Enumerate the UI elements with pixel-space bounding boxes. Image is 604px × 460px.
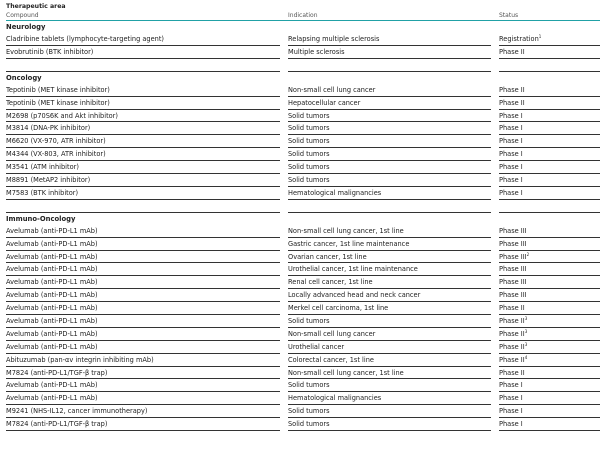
status-cell	[499, 110, 600, 123]
compound-cell: Avelumab (anti-PD-L1 mAb)	[6, 225, 280, 238]
indication-cell: Urothelial cancer, 1st line maintenance	[288, 263, 491, 276]
status-text: Phase I	[499, 176, 523, 185]
status-cell	[499, 238, 600, 251]
status-text: Registration	[499, 35, 539, 43]
table-row	[6, 315, 600, 328]
footnote-marker: 2	[526, 251, 530, 257]
indication-cell: Locally advanced head and neck cancer	[288, 289, 491, 302]
divider-cell	[288, 200, 491, 213]
status-cell	[499, 405, 600, 418]
table-row	[6, 225, 600, 238]
compound-cell: Avelumab (anti-PD-L1 mAb)	[6, 315, 280, 328]
status-text: Phase III	[499, 226, 527, 235]
status-text: Phase III	[499, 252, 527, 261]
status-cell	[499, 135, 600, 148]
section-divider	[6, 59, 600, 72]
status-cell	[499, 148, 600, 161]
status-text: Phase I	[499, 111, 523, 120]
indication-cell: Ovarian cancer, 1st line	[288, 251, 491, 264]
indication-cell: Hepatocellular cancer	[288, 97, 491, 110]
status-text: Phase II	[499, 304, 525, 313]
table-header	[6, 11, 600, 21]
indication-cell: Solid tumors	[288, 174, 491, 187]
indication-cell: Solid tumors	[288, 418, 491, 431]
compound-cell: M8891 (MetAP2 inhibitor)	[6, 174, 280, 187]
status-text: Phase I	[499, 137, 523, 146]
compound-cell: Avelumab (anti-PD-L1 mAb)	[6, 238, 280, 251]
table-row	[6, 33, 600, 46]
indication-cell: Renal cell cancer, 1st line	[288, 276, 491, 289]
status-text: Phase I	[499, 188, 523, 197]
table-row	[6, 341, 600, 354]
divider-cell	[6, 200, 280, 213]
table-row	[6, 302, 600, 315]
indication-cell: Colorectal cancer, 1st line	[288, 354, 491, 367]
indication-cell: Non-small cell lung cancer	[288, 84, 491, 97]
table-row	[6, 97, 600, 110]
table-row	[6, 251, 600, 264]
compound-cell: M2698 (p70S6K and Akt inhibitor)	[6, 110, 280, 123]
table-row	[6, 122, 600, 135]
table-row	[6, 46, 600, 59]
table-row	[6, 135, 600, 148]
indication-cell: Solid tumors	[288, 405, 491, 418]
divider-cell	[499, 200, 600, 213]
divider-cell	[6, 59, 280, 72]
compound-cell: Avelumab (anti-PD-L1 mAb)	[6, 289, 280, 302]
indication-cell: Merkel cell carcinoma, 1st line	[288, 302, 491, 315]
table-row	[6, 148, 600, 161]
status-cell	[499, 161, 600, 174]
footnote-marker: 4	[524, 354, 528, 360]
status-text: Phase I	[499, 163, 523, 172]
compound-cell: M3541 (ATM inhibitor)	[6, 161, 280, 174]
status-cell	[499, 418, 600, 431]
status-text: Phase I	[499, 150, 523, 159]
status-cell	[499, 97, 600, 110]
compound-cell: Avelumab (anti-PD-L1 mAb)	[6, 328, 280, 341]
compound-cell: Avelumab (anti-PD-L1 mAb)	[6, 392, 280, 405]
compound-header: Compound	[6, 12, 39, 19]
compound-cell: M6620 (VX-970, ATR inhibitor)	[6, 135, 280, 148]
status-cell	[499, 251, 600, 264]
status-cell	[499, 276, 600, 289]
status-cell	[499, 328, 600, 341]
indication-cell: Non-small cell lung cancer, 1st line	[288, 367, 491, 380]
indication-cell: Multiple sclerosis	[288, 46, 491, 59]
section-title: Neurology	[6, 23, 46, 31]
table-row	[6, 161, 600, 174]
status-text: Phase II	[499, 85, 525, 94]
footnote-marker: 1	[538, 33, 542, 39]
divider-cell	[499, 59, 600, 72]
table-row	[6, 187, 600, 200]
status-cell	[499, 187, 600, 200]
status-cell	[499, 263, 600, 276]
status-text: Phase II	[499, 342, 525, 351]
compound-cell: M4344 (VX-803, ATR inhibitor)	[6, 148, 280, 161]
status-cell	[499, 341, 600, 354]
table-row	[6, 276, 600, 289]
status-cell	[499, 302, 600, 315]
status-cell	[499, 367, 600, 380]
status-text: Phase II	[499, 329, 525, 338]
table-row	[6, 367, 600, 380]
table-row	[6, 354, 600, 367]
table-row	[6, 392, 600, 405]
indication-cell: Hematological malignancies	[288, 187, 491, 200]
table-row	[6, 238, 600, 251]
compound-cell: Abituzumab (pan-αv integrin inhibiting mAb)	[6, 354, 280, 367]
indication-cell: Solid tumors	[288, 161, 491, 174]
status-text: Phase I	[499, 420, 523, 429]
table-body	[6, 21, 600, 431]
pipeline-table	[6, 0, 600, 431]
status-text: Phase I	[499, 124, 523, 133]
compound-cell: M7824 (anti-PD-L1/TGF-β trap)	[6, 367, 280, 380]
footnote-marker: 3	[524, 341, 528, 347]
status-cell	[499, 379, 600, 392]
status-text: Phase I	[499, 407, 523, 416]
status-text: Phase II	[499, 355, 525, 364]
status-cell	[499, 33, 600, 46]
table-row	[6, 263, 600, 276]
section-title: Immuno-Oncology	[6, 214, 76, 223]
status-cell	[499, 315, 600, 328]
compound-cell: M7583 (BTK inhibitor)	[6, 187, 280, 200]
indication-cell: Solid tumors	[288, 315, 491, 328]
status-text: Phase I	[499, 394, 523, 403]
status-header: Status	[499, 12, 519, 19]
compound-cell: Avelumab (anti-PD-L1 mAb)	[6, 276, 280, 289]
indication-cell: Non-small cell lung cancer	[288, 328, 491, 341]
indication-cell: Gastric cancer, 1st line maintenance	[288, 238, 491, 251]
status-text: Phase III	[499, 239, 527, 248]
status-text: Phase III	[499, 265, 527, 274]
status-text: Phase I	[499, 381, 523, 390]
status-text: Phase II	[499, 98, 525, 107]
status-text: Phase II	[499, 47, 525, 56]
divider-cell	[288, 59, 491, 72]
indication-cell: Solid tumors	[288, 135, 491, 148]
compound-cell: Avelumab (anti-PD-L1 mAb)	[6, 302, 280, 315]
table-row	[6, 328, 600, 341]
compound-cell: Cladribine tablets (lymphocyte-targeting agent)	[6, 33, 280, 46]
table-row	[6, 174, 600, 187]
table-row	[6, 110, 600, 123]
section-divider	[6, 200, 600, 213]
compound-cell: Avelumab (anti-PD-L1 mAb)	[6, 341, 280, 354]
footnote-marker: 3	[524, 315, 528, 321]
indication-cell: Solid tumors	[288, 122, 491, 135]
compound-cell: Tepotinib (MET kinase inhibitor)	[6, 84, 280, 97]
status-cell	[499, 225, 600, 238]
status-cell	[499, 174, 600, 187]
indication-header: Indication	[288, 12, 318, 19]
status-cell	[499, 122, 600, 135]
compound-cell: M9241 (NHS-IL12, cancer immunotherapy)	[6, 405, 280, 418]
footnote-marker: 3	[524, 328, 528, 334]
indication-cell: Relapsing multiple sclerosis	[288, 33, 491, 46]
compound-cell: M3814 (DNA-PK inhibitor)	[6, 122, 280, 135]
table-row	[6, 289, 600, 302]
compound-cell: Avelumab (anti-PD-L1 mAb)	[6, 263, 280, 276]
indication-cell: Solid tumors	[288, 379, 491, 392]
status-text: Phase II	[499, 368, 525, 377]
status-cell	[499, 354, 600, 367]
table-row	[6, 418, 600, 431]
compound-cell: Avelumab (anti-PD-L1 mAb)	[6, 379, 280, 392]
status-text: Phase III	[499, 278, 527, 287]
compound-cell: M7824 (anti-PD-L1/TGF-β trap)	[6, 418, 280, 431]
table-row	[6, 379, 600, 392]
indication-cell: Non-small cell lung cancer, 1st line	[288, 225, 491, 238]
status-text: Phase II	[499, 317, 525, 326]
indication-cell: Solid tumors	[288, 110, 491, 123]
section-title: Oncology	[6, 73, 42, 82]
table-row	[6, 84, 600, 97]
status-cell	[499, 84, 600, 97]
status-text: Phase III	[499, 291, 527, 300]
compound-cell: Avelumab (anti-PD-L1 mAb)	[6, 251, 280, 264]
indication-cell: Urothelial cancer	[288, 341, 491, 354]
compound-cell: Evobrutinib (BTK inhibitor)	[6, 46, 280, 59]
therapeutic-area-title: Therapeutic area	[6, 3, 66, 10]
status-cell	[499, 46, 600, 59]
compound-cell: Tepotinib (MET kinase inhibitor)	[6, 97, 280, 110]
indication-cell: Hematological malignancies	[288, 392, 491, 405]
table-row	[6, 405, 600, 418]
status-cell	[499, 289, 600, 302]
status-cell	[499, 392, 600, 405]
indication-cell: Solid tumors	[288, 148, 491, 161]
